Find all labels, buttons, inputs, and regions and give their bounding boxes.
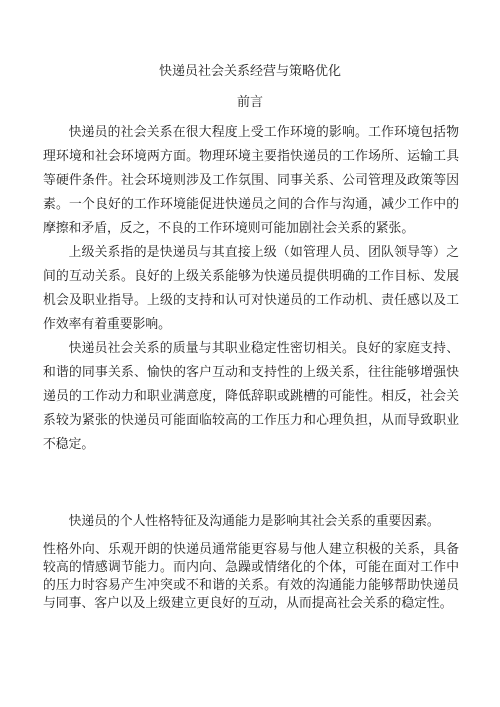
- paragraph-supervisor-relations: 上级关系指的是快递员与其直接上级（如管理人员、团队领导等）之间的互动关系。良好的上级关系能够为快递员提供明确的工作目标、发展机会及职业指导。上级的支持和认可对快递员的工作动机、责任感以及工作效率有着重要影响。: [43, 245, 459, 332]
- paragraph-personality-detail: 性格外向、乐观开朗的快递员通常能更容易与他人建立积极的关系，具备较高的情感调节能力。而内向、急躁或情绪化的个体，可能在面对工作中的压力时容易产生冲突或不和谐的关系。有效的沟通能力能够帮助快递员与同事、客户以及上级建立更良好的互动，从而提高社会关系的稳定性。: [43, 542, 459, 611]
- section-heading: 前言: [236, 95, 263, 110]
- paragraph-work-environment: 快递员的社会关系在很大程度上受工作环境的影响。工作环境包括物理环境和社会环境两方面。物理环境主要指快递员的工作场所、运输工具等硬件条件。社会环境则涉及工作氛围、同事关系、公司管理及政策等因素。一个良好的工作环境能促进快递员之间的合作与沟通，减少工作中的摩擦和矛盾，反之，不良的工作环境则可能加剧社会关系的紧张。: [43, 125, 459, 236]
- document-title: 快递员社会关系经营与策略优化: [158, 64, 341, 79]
- paragraph-personality-intro: 快递员的个人性格特征及沟通能力是影响其社会关系的重要因素。: [68, 514, 440, 529]
- paragraph-career-stability: 快递员社会关系的质量与其职业稳定性密切相关。良好的家庭支持、和谐的同事关系、愉快的客户互动和支持性的上级关系，往往能够增强快递员的工作动力和职业满意度，降低辞职或跳槽的可能性。相反，社会关系较为紧张的快递员可能面临较高的工作压力和心理负担，从而导致职业不稳定。: [43, 341, 459, 452]
